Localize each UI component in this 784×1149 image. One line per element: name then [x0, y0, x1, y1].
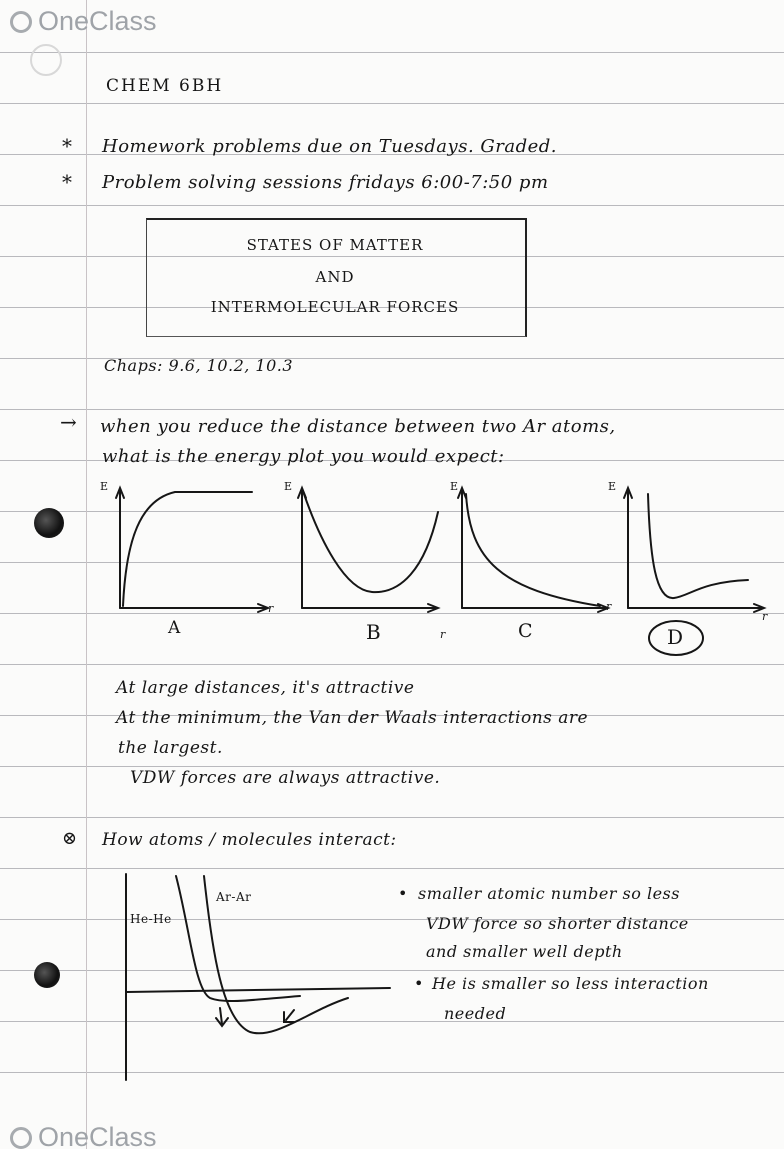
interaction-plot — [126, 874, 390, 1080]
watermark-bottom: OneClass — [10, 1122, 157, 1149]
plot-a-label: A — [168, 618, 181, 638]
interaction-x-axis — [126, 988, 390, 992]
plot-a-ylabel: E — [100, 480, 109, 493]
question-line-2: what is the energy plot you would expect: — [102, 446, 505, 467]
arrow-icon — [284, 1010, 294, 1022]
point-2-line-2: needed — [444, 1004, 507, 1023]
plot-c-curve — [466, 494, 600, 606]
point-bullet: • — [414, 974, 424, 993]
title-line-1: STATES OF MATTER — [246, 236, 424, 254]
bullet-text-homework: Homework problems due on Tuesdays. Graded. — [102, 136, 558, 157]
watermark-top: OneClass — [10, 6, 157, 37]
plot-d-xlabel: r — [762, 610, 768, 623]
course-title: CHEM 6BH — [106, 76, 224, 96]
label-he-he: He-He — [130, 912, 172, 926]
section-marker-icon: ⊗ — [62, 828, 78, 849]
title-line-2: AND — [315, 268, 355, 286]
plot-c-xlabel: r — [606, 600, 612, 613]
plot-d-curve — [648, 494, 748, 598]
plot-b-label: B — [366, 620, 382, 644]
bullet-marker: * — [62, 134, 73, 158]
plot-b — [302, 490, 438, 608]
label-ar-ar: Ar-Ar — [216, 890, 252, 904]
plot-c-label: C — [518, 620, 534, 642]
point-bullet: • — [398, 884, 408, 903]
plot-d-ylabel: E — [608, 480, 617, 493]
note-line-2: At the minimum, the Van der Waals interactions are — [116, 708, 589, 728]
note-line-1: At large distances, it's attractive — [116, 678, 415, 698]
note-line-4: VDW forces are always attractive. — [130, 768, 441, 788]
plot-b-xlabel: r — [440, 628, 446, 641]
point-1-line-1: smaller atomic number so less — [418, 884, 680, 903]
plot-a-curve — [123, 492, 252, 606]
point-1-line-3: and smaller well depth — [426, 942, 623, 961]
title-line-3: INTERMOLECULAR FORCES — [210, 298, 460, 316]
point-1-line-2: VDW force so shorter distance — [426, 914, 689, 933]
arrow-icon — [216, 1008, 228, 1026]
plot-a — [120, 490, 266, 608]
chapters-text: Chaps: 9.6, 10.2, 10.3 — [104, 356, 294, 375]
plot-c-ylabel: E — [450, 480, 459, 493]
plot-b-ylabel: E — [284, 480, 293, 493]
plot-a-xlabel: r — [268, 602, 274, 615]
bullet-text-sessions: Problem solving sessions fridays 6:00-7:50 pm — [102, 172, 549, 193]
plot-b-curve — [304, 494, 438, 592]
plot-d-label: D — [667, 625, 684, 649]
question-line-1: when you reduce the distance between two Ar atoms, — [100, 416, 616, 437]
plot-c — [462, 490, 606, 608]
section-title: How atoms / molecules interact: — [102, 830, 397, 850]
question-arrow-icon: → — [60, 410, 78, 434]
point-2-line-1: He is smaller so less interaction — [432, 974, 709, 993]
bullet-marker: * — [62, 170, 73, 194]
note-line-3: the largest. — [118, 738, 223, 758]
plot-d — [628, 490, 762, 655]
